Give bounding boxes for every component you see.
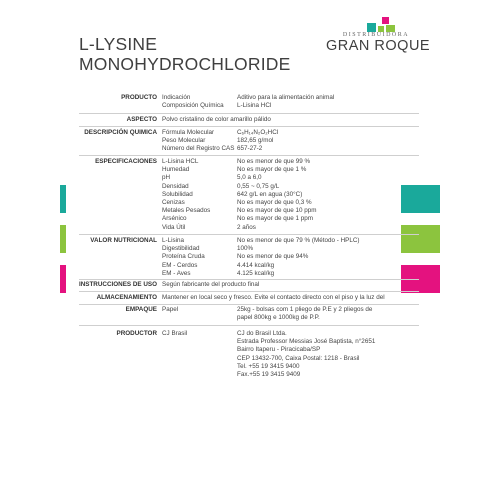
nutricional-value: 4.414 kcal/kg: [237, 261, 275, 269]
descripcion-key: Peso Molecular: [162, 137, 206, 145]
producto-value: Aditivo para la alimentación animal: [237, 94, 335, 101]
spec-key: Arsénico: [162, 215, 187, 223]
productor-line: Fax.+55 19 3415 9409: [237, 370, 301, 378]
teal-block-left: [60, 185, 66, 213]
descripcion-value: 657-27-2: [237, 145, 263, 153]
producto-value: L-Lisina HCl: [237, 102, 272, 110]
productor-line: Estrada Professor Messias José Baptista, n°2651: [237, 338, 376, 346]
nutricional-key: Proteína Cruda: [162, 253, 205, 261]
label-descripcion: DESCRIPCIÓN QUIMICA: [84, 129, 157, 136]
spec-value: No es mayor de que 0,3 %: [237, 198, 312, 206]
nutricional-key: EM - Cerdos: [162, 261, 198, 269]
logo-tagline: DISTRIBUIDORA: [342, 32, 410, 38]
spec-key: Vida Útil: [162, 223, 186, 231]
divider: [79, 279, 419, 280]
spec-value: 642 g/L en agua (30°C): [237, 190, 303, 198]
aspecto-text: Polvo cristalino de color amarillo pálido: [162, 116, 271, 123]
divider: [79, 234, 419, 235]
nutricional-key: EM - Aves: [162, 269, 191, 277]
spec-value: 2 años: [237, 223, 256, 231]
divider: [79, 155, 419, 156]
instrucciones-text: Según fabricante del producto final: [162, 281, 260, 288]
spec-key: Solubilidad: [162, 190, 193, 198]
descripcion-value: 182,65 g/mol: [237, 137, 274, 145]
divider: [79, 291, 419, 292]
nutricional-value: No es menor de que 79 % (Método - HPLC): [237, 237, 360, 244]
label-empaque: EMPAQUE: [125, 306, 157, 313]
label-instrucciones: INSTRUCCIONES DE USO: [78, 281, 157, 288]
spec-key: Cenizas: [162, 198, 185, 206]
spec-value: 5,0 a 6,0: [237, 174, 262, 182]
teal-block-right: [401, 185, 440, 213]
producto-key: Composición Química: [162, 102, 224, 110]
spec-key: Humedad: [162, 166, 190, 174]
empaque-line: 25kg - bolsas com 1 pliego de P.E y 2 pliegos de: [237, 306, 373, 313]
descripcion-value: C₆H₁₄N₂O₂HCl: [237, 129, 279, 136]
label-almacenamiento: ALMACENAMIENTO: [96, 294, 157, 301]
label-productor: PRODUCTOR: [116, 330, 157, 337]
spec-key: L-Lisina HCL: [162, 158, 199, 165]
spec-value: No es mayor de que 1 ppm: [237, 215, 313, 223]
descripcion-key: Número del Registro CAS: [162, 145, 235, 153]
nutricional-key: Digestibilidad: [162, 245, 200, 253]
spec-key: Metales Pesados: [162, 207, 211, 215]
logo-square-green: [386, 25, 395, 32]
green-block-right: [401, 225, 440, 253]
divider: [79, 325, 419, 326]
logo-square-teal: [367, 23, 376, 32]
page-title-line1: L-LYSINE: [79, 34, 158, 54]
logo-square-magenta: [382, 17, 389, 24]
productor-line: Bairro Itaperu - Piracicaba/SP: [237, 346, 321, 354]
spec-value: 0,55 ~ 0,75 g/L: [237, 182, 280, 190]
nutricional-value: 4.125 kcal/kg: [237, 269, 275, 277]
nutricional-value: 100%: [237, 245, 254, 253]
spec-value: No es mayor de que 10 ppm: [237, 207, 317, 215]
spec-key: Densidad: [162, 182, 189, 190]
nutricional-key: L-Lisina: [162, 237, 185, 244]
empaque-key: Papel: [162, 306, 179, 313]
almacenamiento-text: Mantener en local seco y fresco. Evite el contacto directo con el piso y la luz del: [162, 294, 385, 301]
nutricional-value: No es menor de que 94%: [237, 253, 309, 261]
logo-name: GRAN ROQUE: [326, 38, 431, 54]
label-especificaciones: ESPECIFICACIONES: [95, 158, 157, 165]
company-logo: [326, 14, 431, 54]
descripcion-key: Fórmula Molecular: [162, 129, 215, 136]
productor-key: CJ Brasil: [162, 330, 188, 337]
productor-line: CEP 13432-700, Caixa Postal: 1218 - Brasil: [237, 354, 360, 362]
spec-value: No es menor de que 99 %: [237, 158, 311, 165]
productor-line: Tel. +55 19 3415 9400: [237, 362, 300, 370]
page-title-line2: MONOHYDROCHLORIDE: [79, 54, 291, 74]
magenta-block-left: [60, 265, 66, 293]
divider: [79, 126, 419, 127]
producto-key: Indicación: [162, 94, 191, 101]
green-block-left: [60, 225, 66, 253]
label-valor-nutricional: VALOR NUTRICIONAL: [90, 237, 157, 244]
spec-value: No es mayor de que 1 %: [237, 166, 307, 174]
label-producto: PRODUCTO: [121, 94, 157, 101]
empaque-line: papel 800kg e 1000kg de P.P.: [237, 314, 320, 322]
divider: [79, 304, 419, 305]
productor-line: CJ do Brasil Ltda.: [237, 330, 287, 337]
divider: [79, 113, 419, 114]
spec-key: pH: [162, 174, 171, 182]
label-aspecto: ASPECTO: [126, 116, 157, 123]
